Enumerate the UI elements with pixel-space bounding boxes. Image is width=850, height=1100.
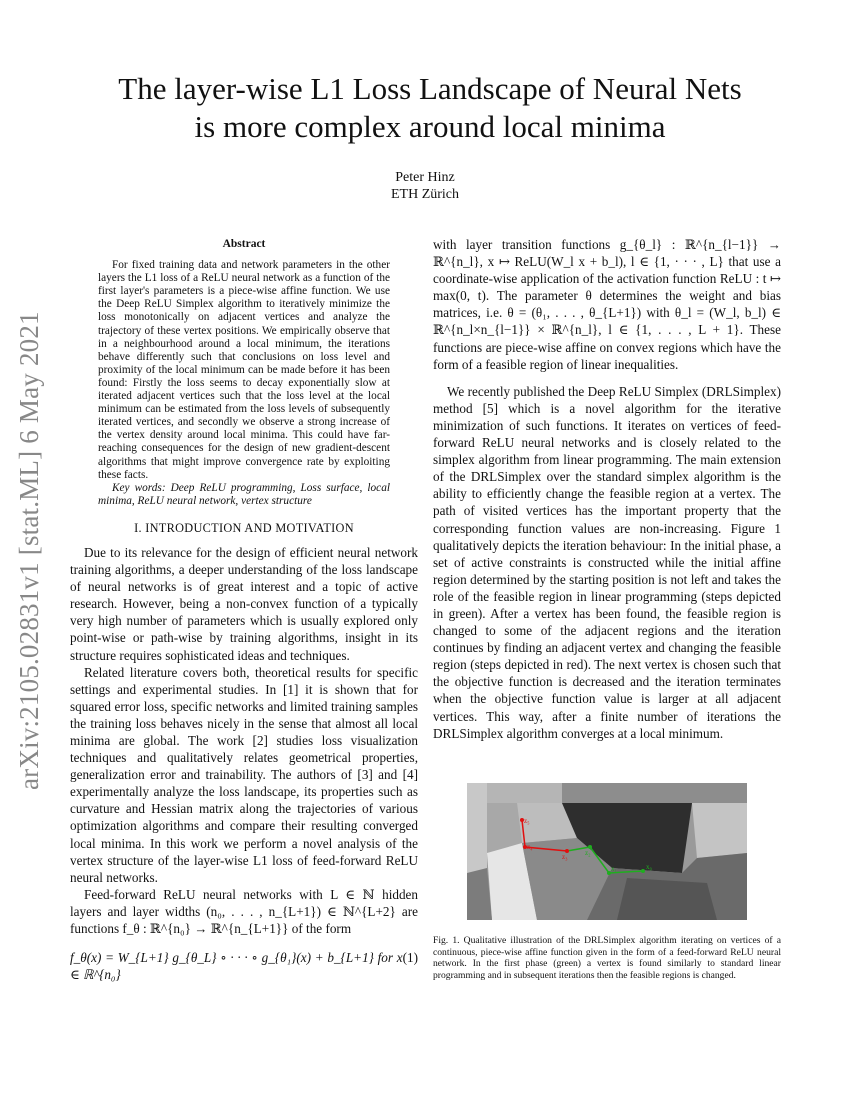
right-paragraph-1: with layer transition functions g_{θ_l} : ℝ^{n_{l−1}} → ℝ^{n_l}, x ↦ ReLU(W_l x + b_l), l ∈ {1, · · · , L} that use a coordinate-wise application of the activation function ReLU : t ↦ max(0, t). The parameter θ determines the weight and bias matrices, i.e. θ = (θ₁, . . . , θ_{L+1}) with θ_l = (W_l, b_l) ∈ ℝ^{n_l×n_{l−1}} × ℝ^{n_l}, l ∈ {1, . . . , L + 1}. These functions are piece-wise affine on convex regions which have the form of a feasible region of linear inequalities. bbox=[433, 237, 781, 372]
label-z3: z₃ bbox=[562, 853, 568, 861]
left-column bbox=[70, 236, 418, 983]
vertex-x0 bbox=[641, 869, 645, 873]
author-affiliation: ETH Zürich bbox=[390, 187, 460, 202]
paper-title bbox=[60, 70, 800, 146]
keywords: Key words: Deep ReLU programming, Loss surface, local minima, ReLU neural network, vertex structure bbox=[98, 481, 390, 507]
author-block bbox=[0, 169, 850, 203]
arxiv-identifier[interactable]: arXiv:2105.02831v1 [stat.ML] 6 May 2021 bbox=[14, 311, 44, 790]
equation-1 bbox=[70, 949, 418, 983]
section-heading: I. INTRODUCTION AND MOTIVATION bbox=[134, 520, 354, 535]
label-z2: z₂ bbox=[585, 849, 591, 857]
intro-paragraph-1: Due to its relevance for the design of efficient neural network training algorithms, a deeper understanding of the loss landscape of neural networks is of great interest and a topic of active research. However, being a non-convex function of a typically very high number of parameters which is usually explored only point-wise or path-wise by training algorithms, insight in its structure requires sophisticated ideas and techniques. bbox=[70, 544, 418, 663]
region bbox=[617, 878, 717, 920]
arxiv-sidebar bbox=[6, 290, 46, 790]
region bbox=[692, 803, 747, 858]
title-line-2: is more complex around local minima bbox=[194, 109, 666, 144]
label-z4: z₄ bbox=[527, 843, 533, 851]
abstract-heading: Abstract bbox=[222, 238, 266, 250]
equation-number: (1) bbox=[402, 950, 418, 966]
region bbox=[562, 783, 747, 803]
label-x1: x₁ bbox=[611, 865, 617, 873]
title-line-1: The layer-wise L1 Loss Landscape of Neural Nets bbox=[118, 71, 742, 106]
intro-paragraph-2: Related literature covers both, theoretical results for specific settings and experimental studies. In [1] it is shown that for squared error loss, specific networks and limited training samples the training loss behaves nicely in the sense that almost all local minima are global. The work [2] studies loss visualization techniques and qualitatively relates geometrical properties, generalization error and trainability. The authors of [3] and [4] experimentally analyze the loss landscape, its properties such as curvature and Hessian matrix along the trajectories of various optimization algorithms and compare their resulting converged local minima. In this work we perform a novel analysis of the vertex structure of the layer-wise L1 loss of feed-forward ReLU neural networks. bbox=[70, 664, 418, 885]
author-name: Peter Hinz bbox=[395, 170, 455, 185]
abstract-text: For fixed training data and network parameters in the other layers the L1 loss of a ReLU neural network as a function of the first layer's parameters is a piece-wise affine function. We use the Deep ReLU Simplex algorithm to iteratively minimize the loss monotonically on adjacent vertices and analyze the trajectory of these vertex positions. We empirically observe that in a neighbourhood around a local minimum, the iterations behave differently such that conclusions on loss level and proximity of the local minimum can be made before it has been found: Firstly the loss seems to decay exponentially slow at iterated adjacent vertices such that the loss level at the local minimum can be estimated from the loss levels of subsequently iterated vertices, and secondly we observe a strong increase of the vertex density around local minima. This could have far-reaching consequences for the design of new gradient-descent algorithms that might improve convergence rate by exploiting these facts. bbox=[98, 259, 390, 481]
right-column bbox=[433, 236, 781, 742]
figure-caption: Fig. 1. Qualitative illustration of the DRLSimplex algorithm iterating on vertices of a continuous, piece-wise affine function given in the form of a feed-forward ReLU neural network. In the first phase (green) a vertex is found similarly to standard linear programming and in subsequent iterations then the feasible regions is changed. bbox=[433, 935, 781, 981]
label-z5: z₅ bbox=[524, 817, 530, 825]
abstract-body bbox=[70, 259, 418, 508]
figure-1 bbox=[467, 783, 747, 920]
label-x0: x₀ bbox=[646, 863, 652, 871]
intro-paragraph-3: Feed-forward ReLU neural networks with L ∈ ℕ hidden layers and layer widths (n₀, . . . , n_{L+1}) ∈ ℕ^{L+2} are functions f_θ : ℝ^{n₀} → ℝ^{n_{L+1}} of the form bbox=[70, 886, 418, 937]
equation-body: f_θ(x) = W_{L+1} g_{θ_L} ∘ · · · ∘ g_{θ₁}(x) + b_{L+1} for x ∈ ℝ^{n₀} bbox=[70, 950, 403, 983]
right-paragraph-2: We recently published the Deep ReLU Simplex (DRLSimplex) method [5] which is a novel algorithm for the iterative minimization of such functions. It iterates on vertices of feed-forward ReLU neural networks and is closely related to the simplex algorithm from linear programming. The main extension of the DRLSimplex over the standard simplex algorithm is the ability to efficiently change the feasible region at a vertex. The path of visited vertices has the important property that the corresponding function values are non-increasing. Figure 1 qualitatively depicts the iteration behaviour: In the initial phase, a set of active constraints is constructed while the initial affine region determined by the starting position is not left and takes the role of the feasible region in linear programming (steps depicted in green). After a vertex has been found, the feasible region is changed to some of the adjacent regions and the iteration continues by finding an adjacent vertex and changing the feasible region (steps depicted in red). The next vertex is chosen such that the objective function is decreased and the iteration terminates when the objective function value is larger at all adjacent vertices. This way, after a finite number of iterations the DRLSimplex algorithm converges at a local minimum. bbox=[433, 383, 781, 741]
